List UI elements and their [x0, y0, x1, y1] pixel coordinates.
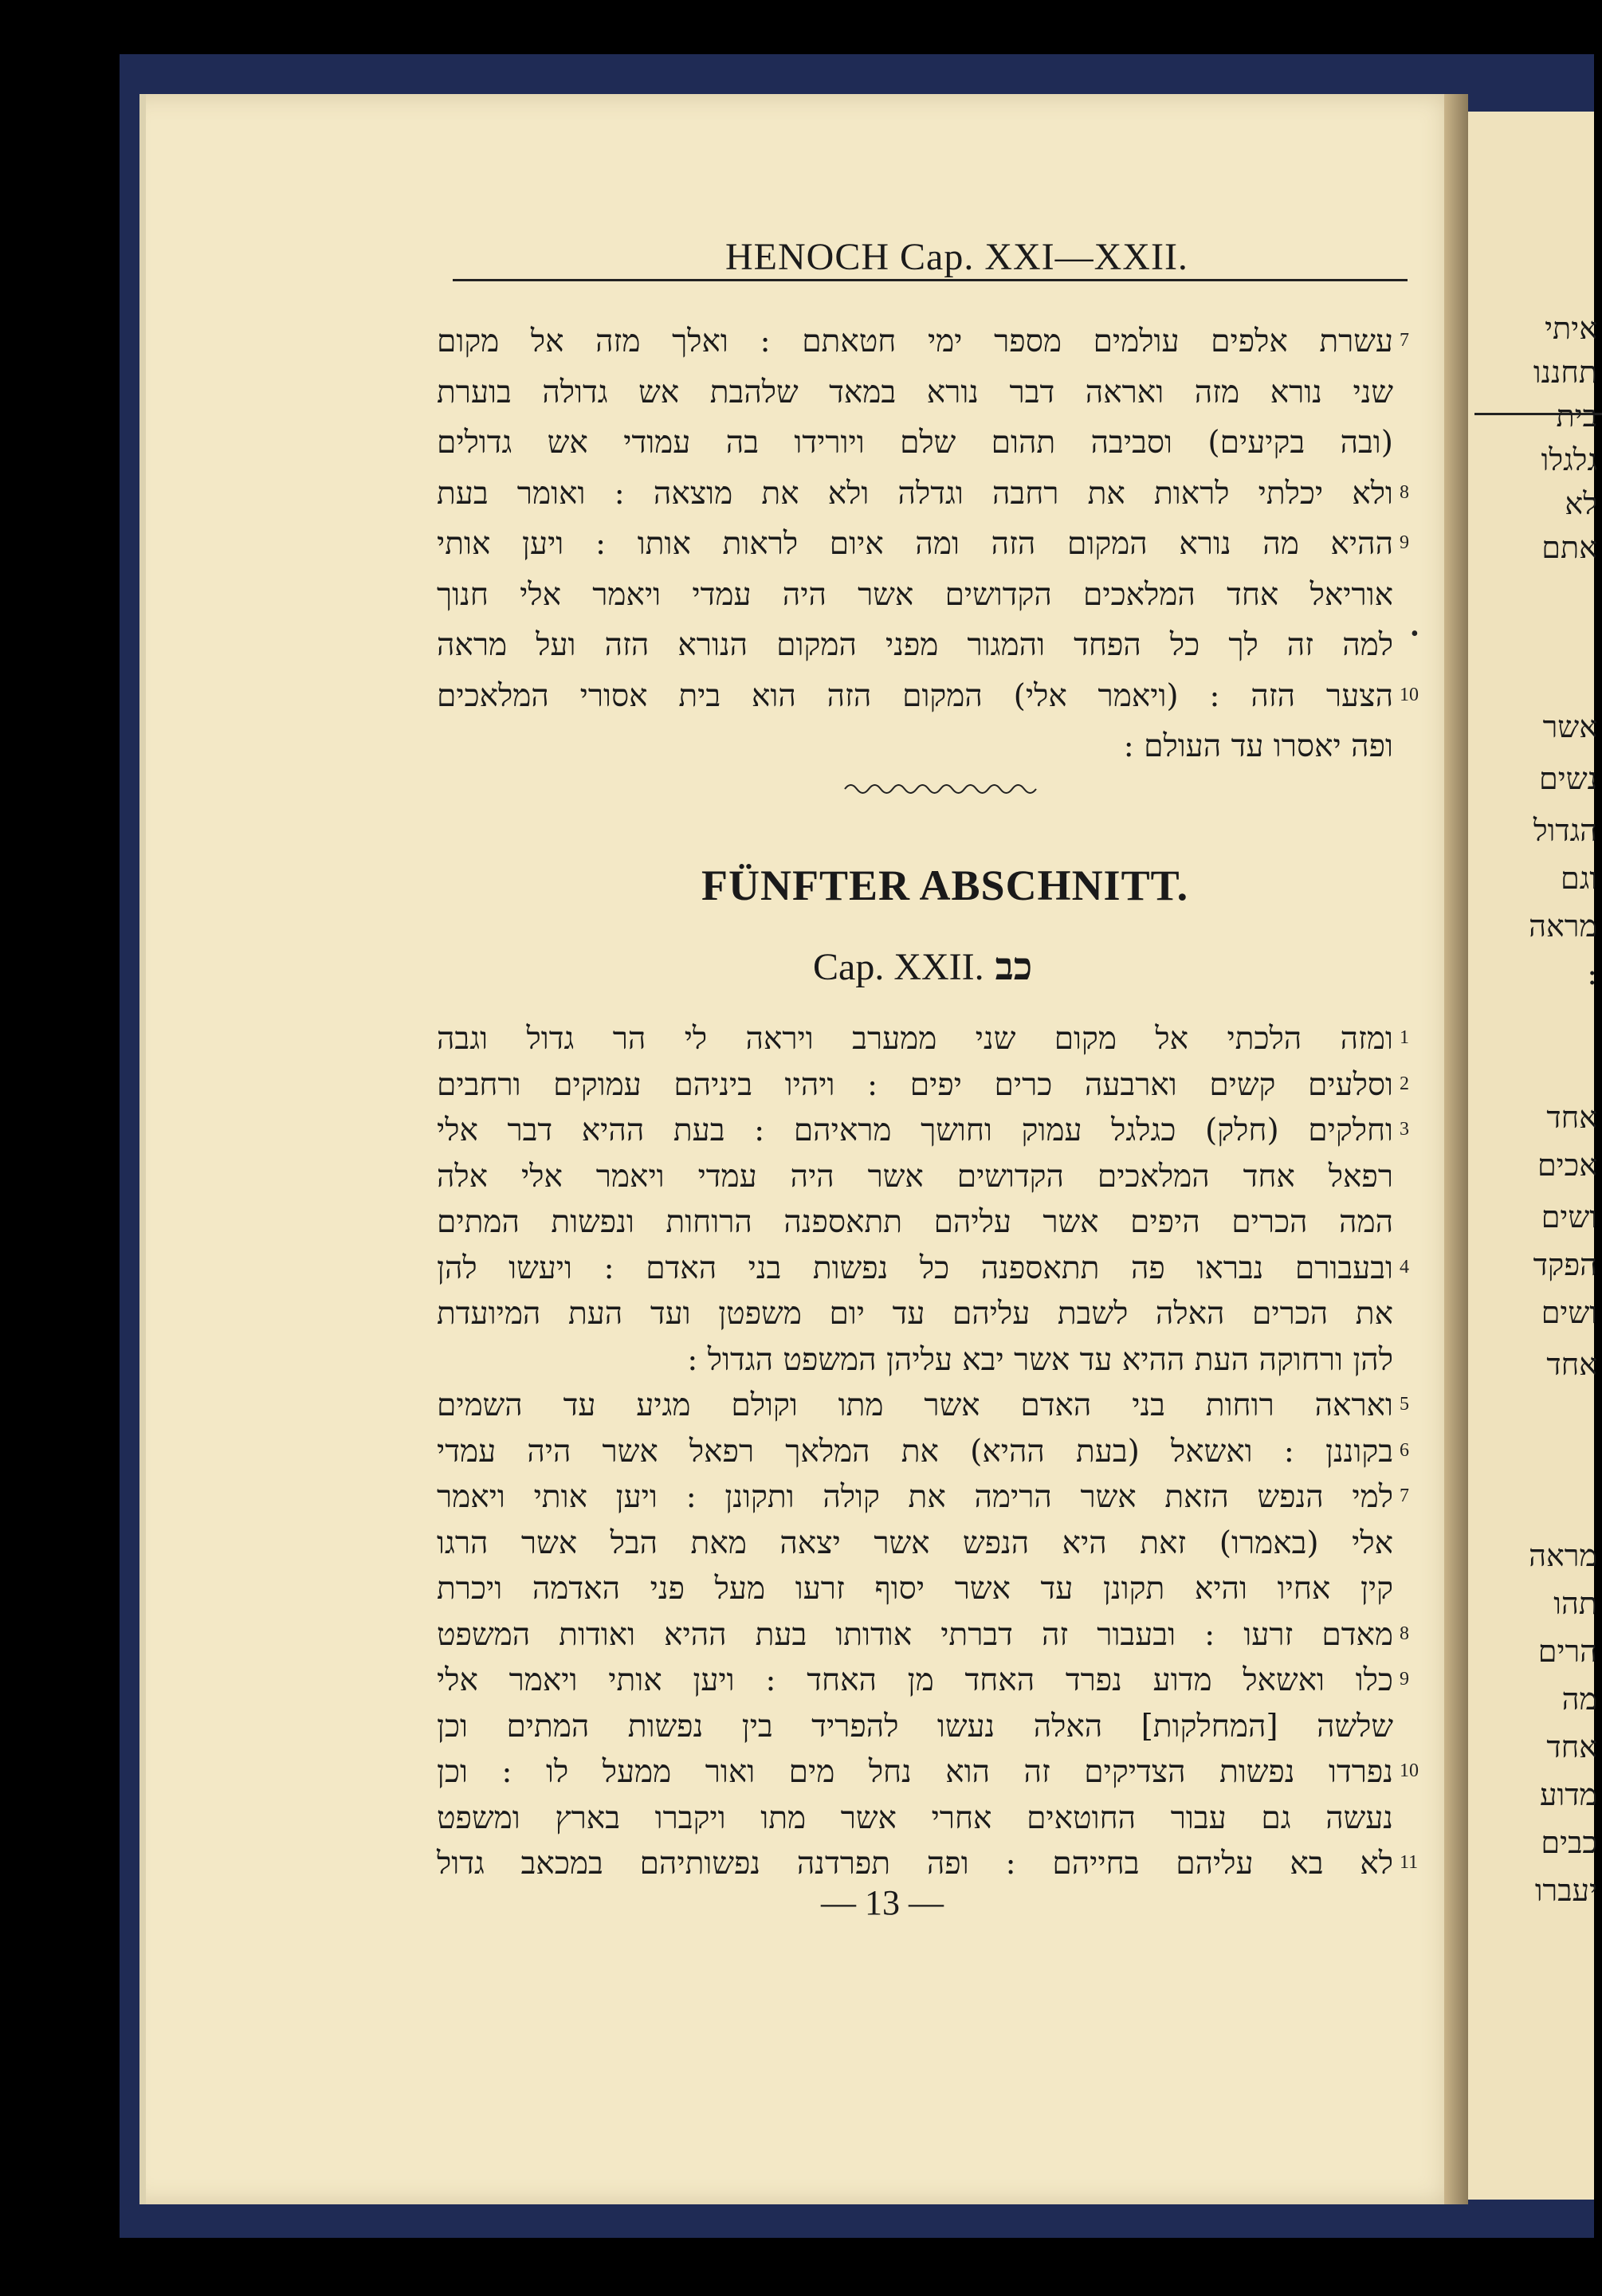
text-line: את הכרים האלה לשבת עליהם עד יום משפטן ועד העת המיועדת [437, 1296, 1393, 1332]
text-line: נעשה גם עבור החוטאים אחרי אשר מתו ויקברו בארץ ומשפט [437, 1800, 1393, 1836]
right-page-fragment: אכים [1537, 1148, 1597, 1183]
verse-number: 5 [1400, 1394, 1409, 1415]
page-number: — 13 — [821, 1883, 944, 1922]
right-page-fragment: אחד [1546, 1347, 1597, 1382]
verse-number: 10 [1400, 1760, 1419, 1781]
text-line: ההיא מה נורא המקום הזה ומה איום לראות אותו : ויען אותי [437, 526, 1393, 562]
text-line: למי הנפש הזאת אשר הרימה את קולה ותקונן : ויען אותי ויאמר [437, 1479, 1393, 1515]
right-page-fragment: אחד [1546, 1729, 1597, 1764]
right-page-fragment: יעברו [1534, 1873, 1597, 1908]
right-page-fragment: לא [1565, 486, 1597, 521]
right-page-fragment: אחד [1546, 1100, 1597, 1135]
text-line: קין אחיו והיא תקונן עד אשר יסוף זרעו מעל פני האדמה ויכרת [437, 1571, 1393, 1607]
text-line: נפרדו נפשות הצדיקים זה הוא נחל מים ואור ממעל לו : וכן [437, 1754, 1393, 1790]
right-page-fragment: מה [1561, 1682, 1597, 1717]
text-line: רפאל אחד המלאכים הקדושים אשר היה עמדי ויאמר אלי אלה [437, 1158, 1393, 1195]
text-line: עשרת אלפים עולמים מספר ימי חטאתם : ואלך מזה אל מקום [437, 324, 1393, 359]
verse-number: 4 [1400, 1256, 1409, 1278]
right-page-fragment: הרים [1537, 1634, 1597, 1669]
text-line: (ובה בקיעים) וסביבה תהום שלם ויורידו בה עמודי אש גדולים [437, 425, 1393, 461]
verse-number: 7 [1400, 330, 1409, 351]
text-line: כלו ואשאל מדוע נפרד האחד מן האחד : ויען אותי ויאמר אלי [437, 1662, 1393, 1698]
ornamental-divider [845, 777, 1036, 801]
right-page-fragment: בית [1556, 398, 1597, 434]
text-line: הצער הזה : (ויאמר אלי) המקום הזה הוא בית אסורי המלאכים [437, 677, 1394, 714]
text-line: שני נורא מזה ואראה דבר נורא במאד שלהבת אש גדולה בוערת [437, 374, 1393, 410]
right-page-fragment: תהו [1553, 1586, 1597, 1621]
section-title: FÜNFTER ABSCHNITT. [701, 861, 1189, 909]
right-page-fragment: תחננו [1533, 355, 1597, 390]
text-line: אוריאל אחד המלאכים הקדושים אשר היה עמדי ויאמר אלי חנוך [437, 576, 1393, 613]
verse-number: 3 [1400, 1119, 1409, 1140]
chapter-hebrew-numeral: כב [995, 944, 1033, 989]
text-line: ואראה רוחות בני האדם אשר מתו וקולם מגיע עד השמים [437, 1387, 1393, 1423]
text-line: ומזה הלכתי אל מקום שני ממערב ויראה לי הר גדול וגבה [437, 1021, 1393, 1057]
text-line: שלשה [המחלקות] האלה נעשו להפריד בין נפשות המתים וכן [437, 1708, 1393, 1745]
text-line: למה זה לך כל הפחד והמגור מפני המקום הנורא הזה ועל מראה [437, 627, 1393, 663]
right-page-fragment: נשים [1539, 761, 1597, 796]
verse-number: 1 [1400, 1027, 1409, 1048]
header-rule [453, 279, 1408, 281]
right-page-fragment: אשר [1542, 709, 1597, 744]
right-page-fragment: כבים [1541, 1825, 1597, 1860]
text-line: מאדם זרעו : ובעבור זה דברתי אודותו בעת ההיא ואודות המשפט [437, 1616, 1393, 1653]
running-header: HENOCH Cap. XXI—XXII. [725, 236, 1188, 278]
right-page-fragment: איתי [1545, 311, 1597, 346]
verse-number: 9 [1400, 532, 1409, 553]
verse-number: 7 [1400, 1486, 1409, 1506]
chapter-heading [813, 944, 1032, 989]
right-page-fragment: הפקד [1533, 1247, 1597, 1282]
verse-number: 9 [1400, 1669, 1409, 1690]
verse-number: 8 [1400, 481, 1409, 503]
right-page-fragment: ושים [1541, 1295, 1597, 1330]
right-page-fragment: : [1587, 956, 1597, 991]
text-line: אלי (באמרו) זאת היא הנפש אשר יצאה מאת הבל אשר הרגו [437, 1525, 1393, 1561]
verse-number: 8 [1400, 1623, 1409, 1644]
verse-number: 2 [1400, 1073, 1409, 1094]
right-page-fragment: אתם [1541, 530, 1597, 565]
text-line: וסלעים קשים וארבעה כרים יפים : ויהיו ביניהם עמוקים ורחבים [437, 1066, 1393, 1103]
page-edge [139, 94, 146, 2204]
text-line: להן ורחוקה העת ההיא עד אשר יבא עליהן המשפט הגדול : [687, 1341, 1393, 1378]
right-page-fragment: וגם [1561, 861, 1597, 896]
verse-number: 6 [1400, 1439, 1409, 1461]
text-line: ובעבורם נבראו פה תתאספנה כל נפשות בני האדם : ויעשו להן [437, 1250, 1393, 1286]
text-line: ופה יאסרו עד העולם : [1123, 728, 1393, 764]
text-line: לא בא עליהם בחייהם : ופה תפרדנה נפשותיהם במכאב גדול [437, 1846, 1393, 1882]
text-line: ולא יכלתי לראות את רחבה וגדלה ולא את מוצאה : ואומר בעת [437, 475, 1393, 512]
chapter-label: Cap. XXII. [813, 946, 984, 988]
verse-number: 10 [1400, 684, 1419, 705]
right-page-fragment: הגדול [1533, 813, 1597, 848]
right-page-fragment: מראה [1529, 1538, 1597, 1573]
right-page [1468, 112, 1597, 2200]
text-line: בקוננן : ואשאל (בעת ההיא) את המלאך רפאל אשר היה עמדי [437, 1433, 1393, 1470]
right-page-fragment: גלגלו [1541, 442, 1597, 477]
margin-mark: • [1411, 622, 1419, 646]
right-page-fragment: מראה [1529, 909, 1597, 944]
text-line: המה הכרים היפים אשר עליהם תתאספנה הרוחות ונפשות המתים [437, 1204, 1393, 1240]
right-page-fragment: מדוע [1539, 1777, 1597, 1812]
right-page-fragment: ושים [1541, 1199, 1597, 1234]
text-line: וחלקים (חלק) כגלגל עמוק וחושך מראיהם : בעת ההיא דבר אלי [437, 1113, 1393, 1148]
verse-number: 11 [1400, 1852, 1419, 1873]
